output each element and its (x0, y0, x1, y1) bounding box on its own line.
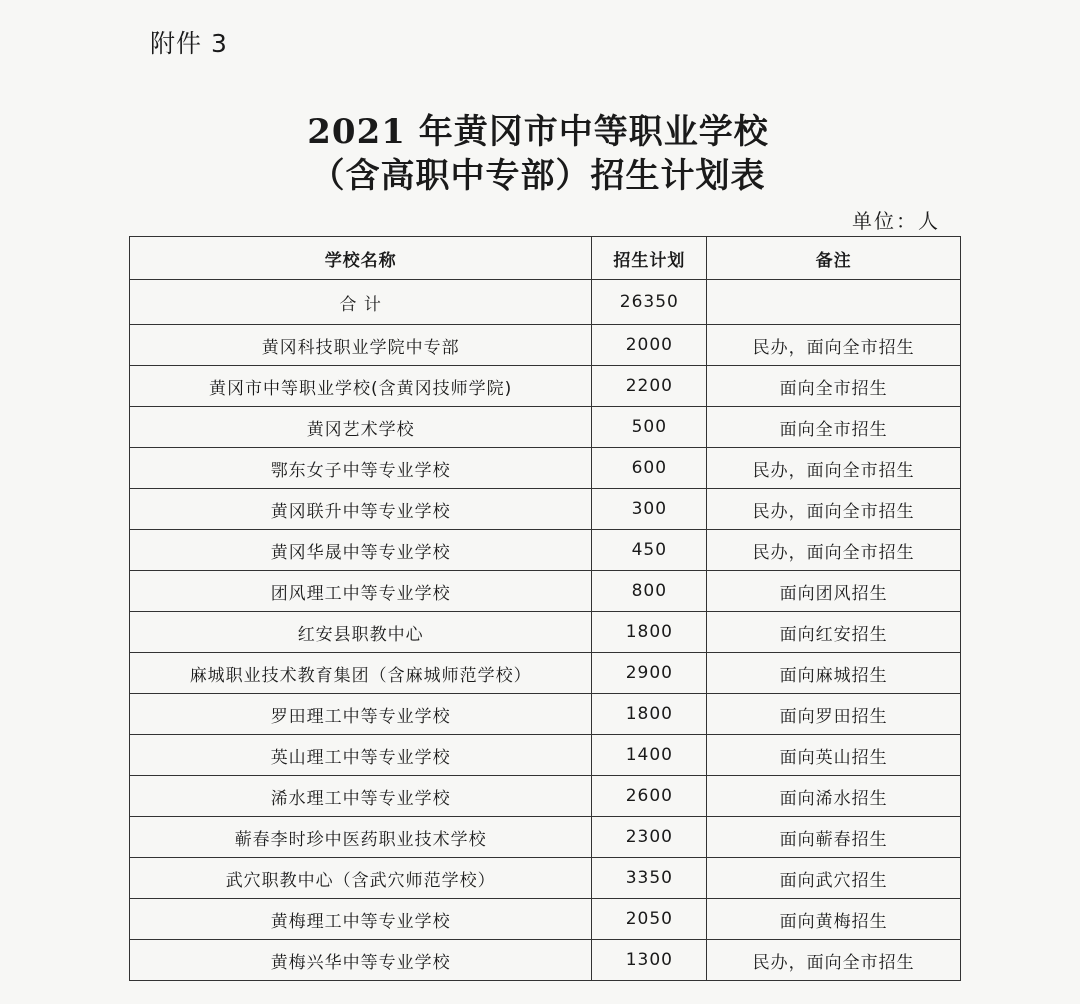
table-row (130, 940, 961, 981)
header-school-name: 学校名称 (130, 237, 592, 280)
school-name-cell: 蕲春李时珍中医药职业技术学校 (130, 817, 592, 858)
table-row (130, 694, 961, 735)
page-subtitle: （含高职中专部）招生计划表 (310, 156, 766, 196)
page-title: 2021 年黄冈市中等职业学校 (307, 112, 769, 152)
note-cell: 面向武穴招生 (707, 858, 961, 899)
school-name-cell: 黄梅兴华中等专业学校 (130, 940, 592, 981)
school-name-cell: 罗田理工中等专业学校 (130, 694, 592, 735)
plan-cell: 2600 (592, 776, 707, 817)
plan-cell: 2200 (592, 366, 707, 407)
school-name-cell: 团风理工中等专业学校 (130, 571, 592, 612)
plan-cell: 1300 (592, 940, 707, 981)
note-cell: 面向黄梅招生 (707, 899, 961, 940)
school-name-cell: 红安县职教中心 (130, 612, 592, 653)
table-row (130, 530, 961, 571)
plan-cell: 500 (592, 407, 707, 448)
total-label: 合 计 (130, 280, 592, 325)
school-name-cell: 黄冈联升中等专业学校 (130, 489, 592, 530)
table-row (130, 325, 961, 366)
table-row (130, 653, 961, 694)
plan-cell: 2000 (592, 325, 707, 366)
school-name-cell: 浠水理工中等专业学校 (130, 776, 592, 817)
school-name-cell: 黄梅理工中等专业学校 (130, 899, 592, 940)
note-cell: 民办，面向全市招生 (707, 448, 961, 489)
school-name-cell: 武穴职教中心（含武穴师范学校） (130, 858, 592, 899)
header-enrollment-plan: 招生计划 (592, 237, 707, 280)
plan-cell: 1800 (592, 694, 707, 735)
note-cell: 民办，面向全市招生 (707, 489, 961, 530)
table-row (130, 612, 961, 653)
note-cell: 面向浠水招生 (707, 776, 961, 817)
table-row (130, 448, 961, 489)
note-cell: 面向红安招生 (707, 612, 961, 653)
plan-cell: 2300 (592, 817, 707, 858)
note-cell: 民办，面向全市招生 (707, 325, 961, 366)
table-row (130, 735, 961, 776)
header-remarks: 备注 (707, 237, 961, 280)
attachment-label: 附件 3 (150, 29, 228, 58)
note-cell: 面向蕲春招生 (707, 817, 961, 858)
table-row (130, 817, 961, 858)
note-cell: 面向全市招生 (707, 407, 961, 448)
enrollment-plan-table (129, 236, 961, 981)
plan-cell: 1800 (592, 612, 707, 653)
plan-cell: 450 (592, 530, 707, 571)
plan-cell: 1400 (592, 735, 707, 776)
unit-label: 单位：人 (852, 209, 940, 233)
table-header-row (130, 237, 961, 280)
school-name-cell: 黄冈科技职业学院中专部 (130, 325, 592, 366)
note-cell: 面向麻城招生 (707, 653, 961, 694)
total-plan: 26350 (592, 280, 707, 325)
total-row (130, 280, 961, 325)
table-row (130, 407, 961, 448)
plan-cell: 3350 (592, 858, 707, 899)
table-row (130, 899, 961, 940)
school-name-cell: 鄂东女子中等专业学校 (130, 448, 592, 489)
table-row (130, 776, 961, 817)
school-name-cell: 黄冈艺术学校 (130, 407, 592, 448)
school-name-cell: 黄冈市中等职业学校(含黄冈技师学院) (130, 366, 592, 407)
table-row (130, 366, 961, 407)
school-name-cell: 英山理工中等专业学校 (130, 735, 592, 776)
plan-cell: 600 (592, 448, 707, 489)
table-row (130, 571, 961, 612)
note-cell: 民办，面向全市招生 (707, 530, 961, 571)
note-cell: 民办，面向全市招生 (707, 940, 961, 981)
plan-cell: 2050 (592, 899, 707, 940)
plan-cell: 300 (592, 489, 707, 530)
note-cell: 面向英山招生 (707, 735, 961, 776)
school-name-cell: 黄冈华晟中等专业学校 (130, 530, 592, 571)
school-name-cell: 麻城职业技术教育集团（含麻城师范学校） (130, 653, 592, 694)
note-cell: 面向团风招生 (707, 571, 961, 612)
note-cell: 面向罗田招生 (707, 694, 961, 735)
total-note (707, 280, 961, 325)
note-cell: 面向全市招生 (707, 366, 961, 407)
plan-cell: 800 (592, 571, 707, 612)
table-row (130, 858, 961, 899)
plan-cell: 2900 (592, 653, 707, 694)
table-row (130, 489, 961, 530)
